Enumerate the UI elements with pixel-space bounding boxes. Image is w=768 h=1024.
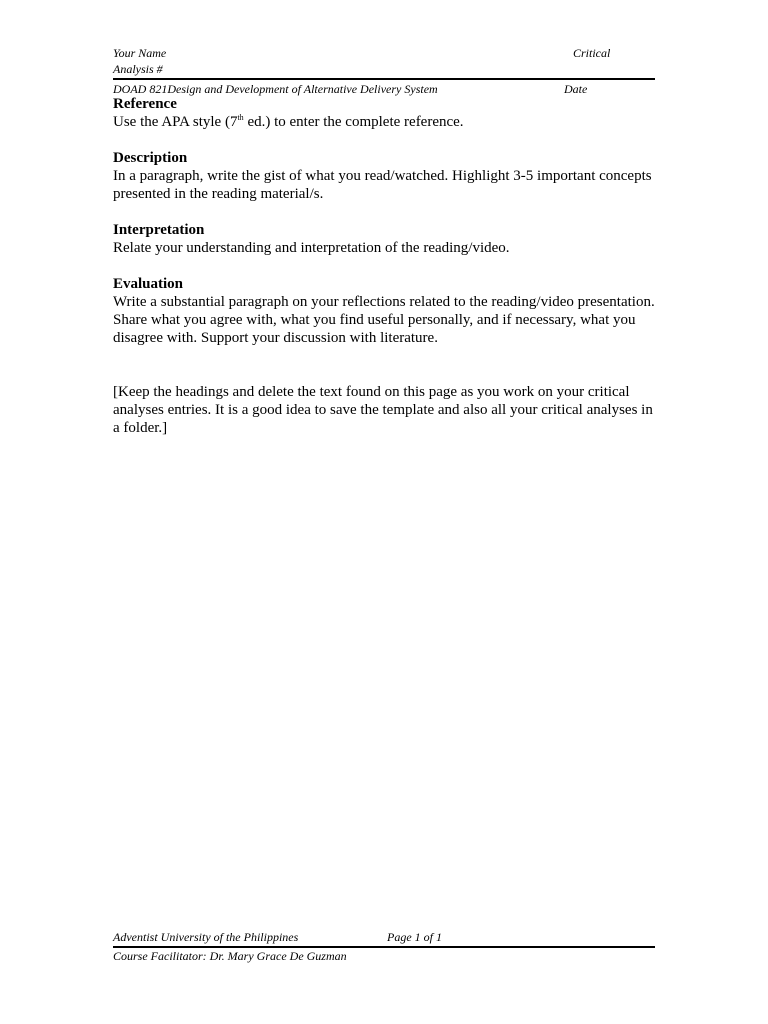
header-critical-label: Critical	[573, 46, 611, 60]
footer-facilitator: Course Facilitator: Dr. Mary Grace De Guzman	[113, 949, 347, 963]
header-row-analysis	[113, 61, 655, 77]
reference-text-start: Use the APA style (7	[113, 114, 238, 130]
section-text-description: In a paragraph, write the gist of what you read/watched. Highlight 3-5 important concepts presented in the reading material/s.	[113, 168, 652, 202]
footer-page-number: Page 1 of 1	[387, 930, 442, 944]
section-reference	[113, 95, 658, 131]
header-analysis-label: Analysis #	[113, 62, 163, 76]
document-body	[113, 95, 658, 452]
page-footer	[113, 929, 655, 964]
reference-text-end: ed.) to enter the complete reference.	[243, 114, 464, 130]
section-text-interpretation: Relate your understanding and interpretation of the reading/video.	[113, 240, 510, 256]
section-heading-interpretation: Interpretation	[113, 222, 205, 238]
footer-university: Adventist University of the Philippines	[113, 930, 299, 944]
section-text-evaluation: Write a substantial paragraph on your reflections related to the reading/video presentation. Share what you agree with, what you find useful personally, and if necessary, what you disagree with. Support your discussion with literature.	[113, 294, 655, 346]
header-row-name	[113, 45, 655, 61]
section-heading-description: Description	[113, 150, 188, 166]
footer-row-bottom	[113, 948, 655, 964]
section-description	[113, 149, 658, 203]
header-date-label: Date	[564, 82, 588, 96]
template-note: [Keep the headings and delete the text found on this page as you work on your critical analyses entries. It is a good idea to save the template and also all your critical analyses in a folder.]	[113, 384, 653, 436]
header-course-label: DOAD 821Design and Development of Alternative Delivery System	[113, 82, 438, 96]
footer-row-top	[113, 929, 655, 945]
page-header	[113, 45, 655, 97]
section-text-reference	[113, 113, 658, 131]
section-interpretation	[113, 221, 658, 257]
reference-superscript: th	[237, 113, 244, 122]
header-name-label: Your Name	[113, 46, 167, 60]
header-divider	[113, 78, 655, 80]
section-heading-evaluation: Evaluation	[113, 276, 184, 292]
section-heading-reference: Reference	[113, 96, 177, 112]
section-evaluation	[113, 275, 658, 347]
